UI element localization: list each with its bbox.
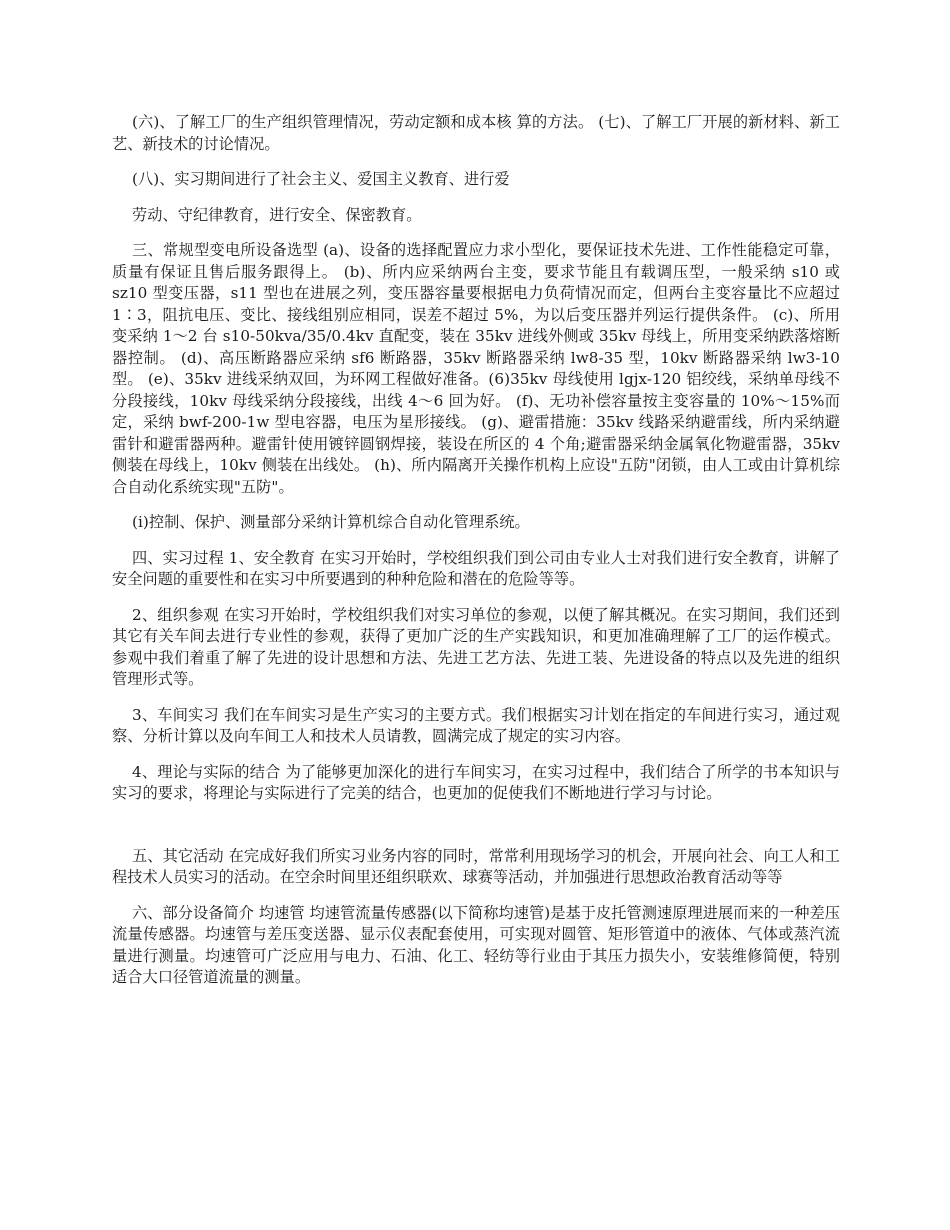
paragraph-workshop-practice: 3、车间实习 我们在车间实习是生产实习的主要方式。我们根据实习计划在指定的车间进行实习，通过观察、分析计算以及向车间工人和技术人员请教，圆满完成了规定的实习内容。 bbox=[112, 705, 840, 745]
document-body bbox=[112, 112, 840, 1003]
paragraph-section-6-equipment-intro: 六、部分设备简介 均速管 均速管流量传感器(以下简称均速管)是基于皮托管测速原理进展而来的一种差压流量传感器。均速管与差压变送器、显示仪表配套使用，可实现对圆管、矩形管道中的液体、气体或蒸汽流量进行测量。均速管可广泛应用与电力、石油、化工、轻纺等行业由于其压力损失小，安装维修简便，特别适合大口径管道流量的测量。 bbox=[112, 903, 840, 986]
paragraph-organized-visit: 2、组织参观 在实习开始时，学校组织我们对实习单位的参观，以便了解其概况。在实习期间，我们还到其它有关车间去进行专业性的参观，获得了更加广泛的生产实践知识，和更加准确理解了工厂的运作模式。参观中我们着重了解了先进的设计思想和方法、先进工艺方法、先进工装、先进设备的特点以及先进的组织管理形式等。 bbox=[112, 605, 840, 688]
paragraph-labor-discipline: 劳动、守纪律教育，进行安全、保密教育。 bbox=[132, 205, 422, 224]
paragraph-items-6-7: (六)、了解工厂的生产组织管理情况，劳动定额和成本核 算的方法。 (七)、了解工厂开展的新材料、新工艺、新技术的讨论情况。 bbox=[112, 113, 840, 153]
paragraph-theory-practice: 4、理论与实际的结合 为了能够更加深化的进行车间实习，在实习过程中，我们结合了所学的书本知识与实习的要求，将理论与实际进行了完美的结合，也更加的促使我们不断地进行学习与讨论。 bbox=[112, 762, 840, 802]
paragraph-section-4-safety-education: 四、实习过程 1、安全教育 在实习开始时，学校组织我们到公司由专业人士对我们进行安全教育，讲解了安全问题的重要性和在实习中所要遇到的种种危险和潜在的危险等等。 bbox=[112, 548, 840, 588]
paragraph-item-8: (八)、实习期间进行了社会主义、爱国主义教育、进行爱 bbox=[132, 170, 510, 188]
paragraph-section-3-equipment-selection: 三、常规型变电所设备选型 (a)、设备的选择配置应力求小型化，要保证技术先进、工作性能稳定可靠，质量有保证且售后服务跟得上。 (b)、所内应采纳两台主变，要求节能且有载调压型，一般采纳 s10 或 sz10 型变压器，s11 型也在进展之列，变压器容量要根据电力负荷情况而定，但两台主变容量比不应超过 1∶3，阻抗电压、变比、接线组别应相同，误差不超过 5%，为以后变压器并列运行提供条件。 (c)、所用变采纳 1～2 台 s10-50kva/35/0.4kv 直配变，装在 35kv 进线外侧或 35kv 母线上，所用变采纳跌落熔断器控制。 (d)、高压断路器应采纳 sf6 断路器，35kv 断路器采纳 lw8-35 型，10kv 断路器采纳 lw3-10 型。 (e)、35kv 进线采纳双回，为环网工程做好准备。(6)35kv 母线使用 lgjx-120 铝绞线，采纳单母线不分段接线，10kv 母线采纳分段接线，出线 4～6 回为好。 (f)、无功补偿容量按主变容量的 10%～15%而定，采纳 bwf-200-1w 型电容器，电压为星形接线。 (g)、避雷措施：35kv 线路采纳避雷线，所内采纳避雷针和避雷器两种。避雷针使用镀锌圆钢焊接，装设在所区的 4 个角;避雷器采纳金属氧化物避雷器，35kv 侧装在母线上，10kv 侧装在出线处。 (h)、所内隔离开关操作机构上应设"五防"闭锁，由人工或由计算机综合自动化系统实现"五防"。 bbox=[112, 241, 840, 496]
paragraph-section-5-other-activities: 五、其它活动 在完成好我们所实习业务内容的同时，常常利用现场学习的机会，开展向社会、向工人和工程技术人员实习的活动。在空余时间里还组织联欢、球赛等活动，并加强进行思想政治教育活动等等 bbox=[112, 846, 840, 886]
paragraph-item-i-control: (i)控制、保护、测量部分采纳计算机综合自动化管理系统。 bbox=[132, 513, 530, 531]
